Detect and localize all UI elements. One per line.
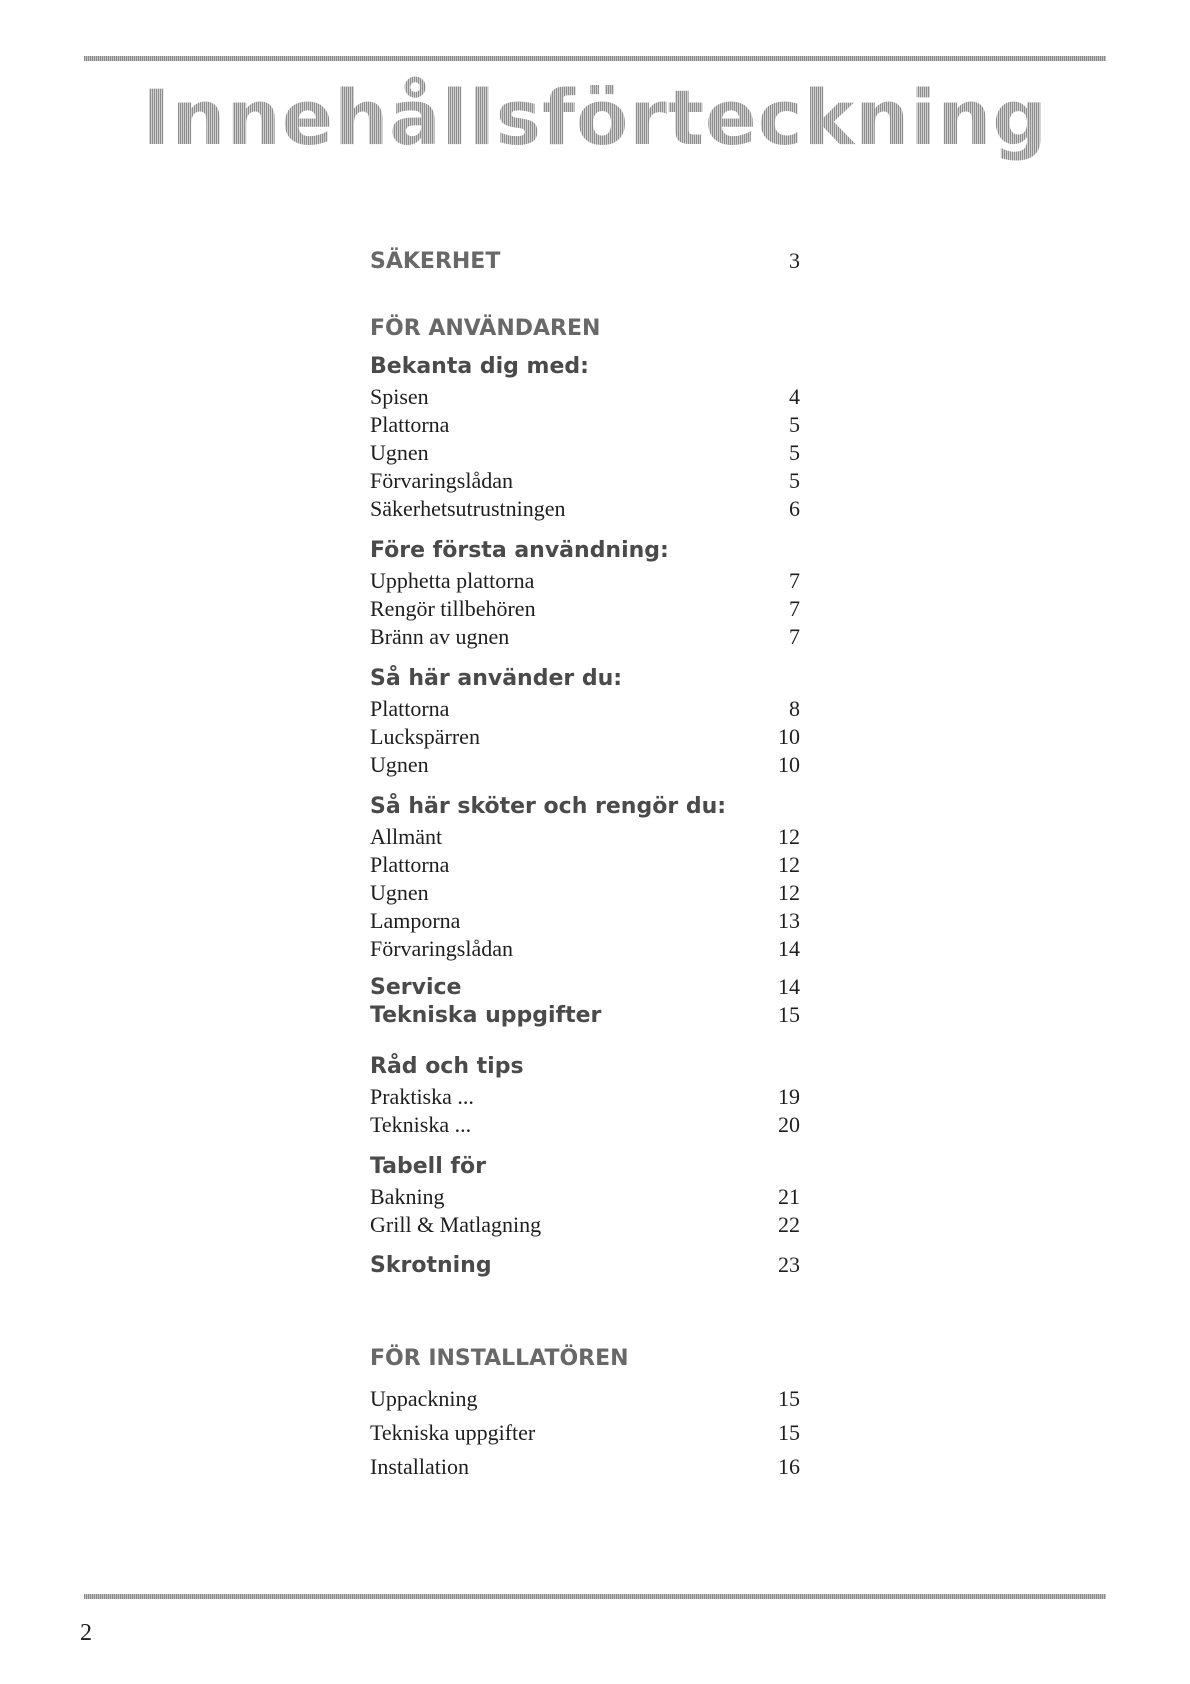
section-heading-installer: FÖR INSTALLATÖREN [370,1346,629,1371]
entry-label: Uppackning [370,1386,478,1411]
page-ref: 6 [789,496,800,521]
toc-row[interactable] [370,752,800,780]
page-ref: 10 [778,724,800,749]
page-ref: 8 [789,696,800,721]
entry-label: Tekniska ... [370,1112,472,1137]
page-ref: 7 [789,624,800,649]
page-ref: 7 [789,568,800,593]
entry-label: Ugnen [370,752,429,777]
toc-row[interactable] [370,936,800,964]
page-ref: 12 [778,852,800,877]
entry-label: Bränn av ugnen [370,624,510,649]
page-ref: 15 [778,1386,800,1411]
section-heading-user-row [370,316,800,350]
entry-label: Ugnen [370,880,429,905]
page-ref: 14 [778,936,800,961]
page-ref: 4 [789,384,800,409]
page-ref: 5 [789,468,800,493]
entry-label: Praktiska ... [370,1084,474,1109]
entry-label: Förvaringslådan [370,936,513,961]
toc-row[interactable] [370,568,800,596]
page-ref: 12 [778,880,800,905]
entry-label: Installation [370,1454,469,1479]
entry-label: Upphetta plattorna [370,568,535,593]
group-heading: Före första användning: [370,538,669,563]
group-heading: Så här använder du: [370,666,623,691]
toc-row-safety[interactable] [370,248,800,282]
entry-label: Lamporna [370,908,461,933]
toc-row[interactable] [370,1212,800,1240]
page-number: 2 [80,1620,92,1646]
technical-heading: Tekniska uppgifter [370,1003,602,1028]
group-heading: Bekanta dig med: [370,354,589,379]
toc-row[interactable] [370,696,800,724]
toc-row[interactable] [370,880,800,908]
entry-label: Plattorna [370,696,450,721]
entry-label: Bakning [370,1184,445,1209]
entry-label: Förvaringslådan [370,468,513,493]
toc-row[interactable] [370,468,800,496]
entry-label: Ugnen [370,440,429,465]
entry-label: Tekniska uppgifter [370,1420,536,1445]
toc-row[interactable] [370,1386,800,1420]
page-ref: 14 [778,974,800,999]
page-ref: 20 [778,1112,800,1137]
bottom-rule [84,1594,1106,1599]
page-ref: 15 [778,1002,800,1027]
page-ref: 16 [778,1454,800,1479]
section-heading-safety: SÄKERHET [370,249,501,274]
toc-row-technical[interactable] [370,1002,800,1030]
page-ref: 5 [789,440,800,465]
group-heading: Så här sköter och rengör du: [370,794,727,819]
entry-label: Plattorna [370,852,450,877]
entry-label: Säkerhetsutrustningen [370,496,566,521]
toc-row[interactable] [370,824,800,852]
group-heading: Tabell för [370,1154,486,1179]
toc-row[interactable] [370,384,800,412]
toc-row-service[interactable] [370,974,800,1002]
page-title: Innehållsförteckning [0,72,1190,163]
page-ref: 23 [778,1252,800,1277]
page-ref: 12 [778,824,800,849]
entry-label: Plattorna [370,412,450,437]
toc-row[interactable] [370,908,800,936]
page-ref: 7 [789,596,800,621]
service-heading: Service [370,975,462,1000]
section-heading-user: FÖR ANVÄNDAREN [370,316,601,341]
toc-row[interactable] [370,596,800,624]
toc-row[interactable] [370,1112,800,1140]
page-ref: 10 [778,752,800,777]
entry-label: Spisen [370,384,429,409]
toc-row[interactable] [370,852,800,880]
page-ref: 3 [789,248,800,273]
section-heading-installer-row [370,1346,800,1386]
page-ref: 19 [778,1084,800,1109]
toc-row-disposal[interactable] [370,1250,800,1282]
toc-row[interactable] [370,1184,800,1212]
page-ref: 15 [778,1420,800,1445]
top-rule [84,56,1106,61]
toc-row[interactable] [370,724,800,752]
disposal-heading: Skrotning [370,1253,492,1278]
toc-row[interactable] [370,412,800,440]
entry-label: Rengör tillbehören [370,596,536,621]
table-of-contents [370,248,800,1488]
toc-row[interactable] [370,624,800,652]
page-ref: 5 [789,412,800,437]
page-ref: 21 [778,1184,800,1209]
toc-row[interactable] [370,1084,800,1112]
group-heading: Råd och tips [370,1054,524,1079]
page-ref: 13 [778,908,800,933]
toc-row[interactable] [370,496,800,524]
page-ref: 22 [778,1212,800,1237]
entry-label: Allmänt [370,824,443,849]
entry-label: Grill & Matlagning [370,1212,542,1237]
toc-row[interactable] [370,1454,800,1488]
entry-label: Luckspärren [370,724,480,749]
toc-row[interactable] [370,440,800,468]
toc-row[interactable] [370,1420,800,1454]
